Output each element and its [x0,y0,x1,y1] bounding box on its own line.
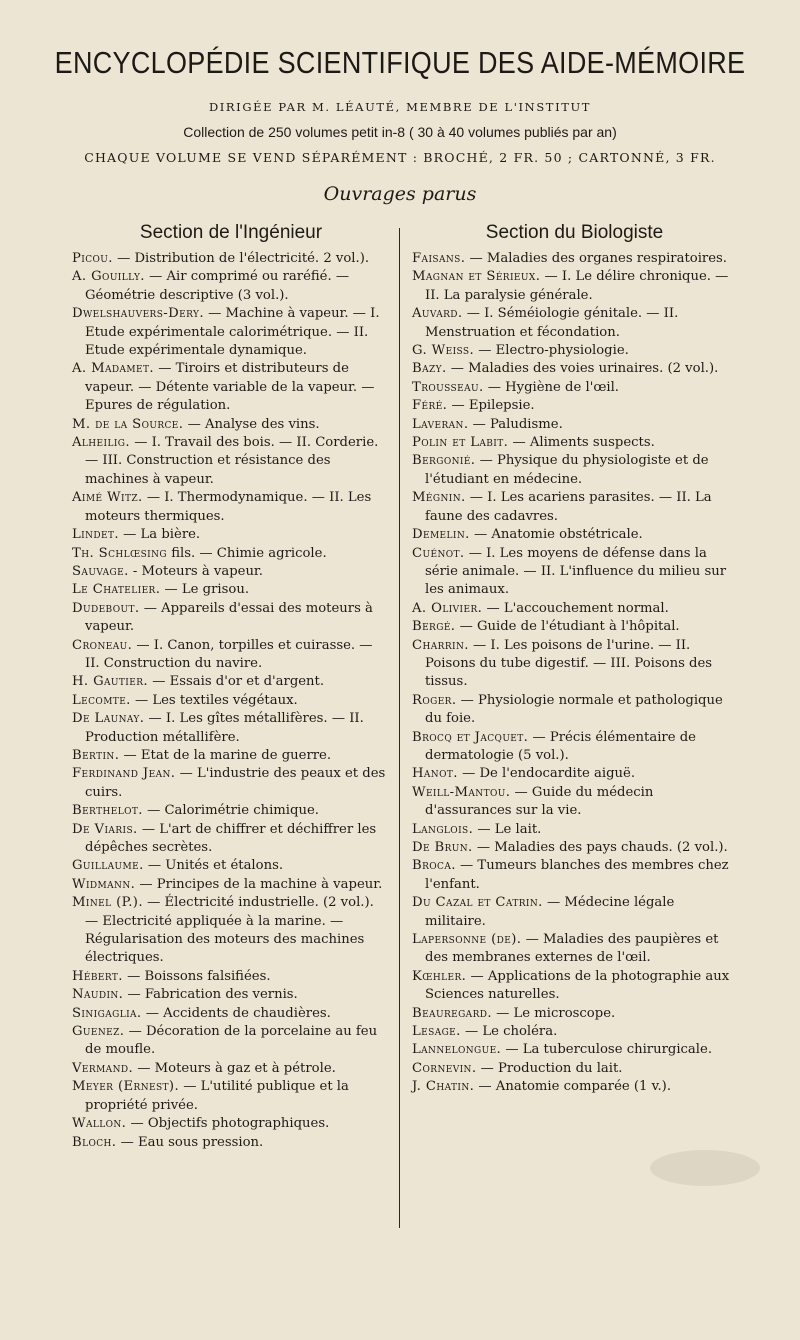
catalog-entry [412,268,737,305]
entry-title: — I. Le délire chronique. — II. La paralysie générale. [425,269,729,303]
entry-title: — Principes de la machine à vapeur. [139,876,383,892]
entry-title: — Physiologie normale et pathologique du foie. [425,692,723,727]
catalog-entry [72,876,390,894]
entry-author: De Viaris. [72,821,138,837]
entry-title: — Accidents de chaudières. [145,1005,331,1021]
paper-stain [650,1150,760,1186]
catalog-entry [72,600,390,637]
catalog-entry [412,600,737,618]
catalog-entry [72,1134,390,1152]
entry-title: — L'accouchement normal. [486,600,669,616]
entry-title: — L'art de chiffrer et déchiffrer les dépêches secrètes. [85,821,377,855]
entry-title: — Précis élémentaire de dermatologie (5 vol.). [425,729,696,763]
entry-author: Hébert. [72,968,123,984]
entry-author: Berthelot. [72,803,143,819]
price-line: CHAQUE VOLUME SE VEND SÉPARÉMENT : BROCHÉ, 2 FR. 50 ; CARTONNÉ, 3 FR. [84,150,716,165]
entry-author: De Brun. [412,840,473,855]
catalog-entry [72,581,390,599]
entry-title: — Électricité industrielle. (2 vol.). — Electricité appliquée à la marine. — Régularisation des moteurs des machines électriques. [85,895,374,966]
entry-title: — Hygiène de l'œil. [487,379,619,395]
entry-title: — Appareils d'essai des moteurs à vapeur. [85,600,373,635]
entry-title: — I. Les moyens de défense dans la série animale. — II. L'influence du milieu sur les animaux. [425,545,727,598]
editor-line: DIRIGÉE PAR M. LÉAUTÉ, MEMBRE DE L'INSTITUT [208,100,592,114]
catalog-entry [72,305,390,360]
catalog-entry [72,821,390,858]
entry-author: H. Gautier. [72,674,148,690]
catalog-entry [412,360,737,378]
entry-title: - Moteurs à vapeur. [132,563,263,579]
entry-author: Demelin. [412,527,470,543]
entry-title: — Electro-physiologie. [478,343,629,359]
entry-author: Guenez. [72,1024,125,1040]
section-biologiste [412,222,737,1097]
catalog-entry [412,1005,737,1023]
entry-title: — Maladies des paupières et des membranes externes de l'œil. [425,932,719,966]
entry-author: Minel (P.). [72,895,143,911]
entry-author: Roger. [412,692,457,708]
entry-title: — I. Les acariens parasites. — II. La faune des cadavres. [425,490,712,524]
catalog-entry [72,765,390,802]
entry-author: Alheilig. [72,435,130,451]
entry-author: Widmann. [72,876,136,892]
entry-title: — L'utilité publique et la propriété privée. [85,1079,349,1113]
entry-title: — I. Travail des bois. — II. Corderie. — III. Construction et résistance des machines à vapeur. [85,435,379,487]
catalog-entry [72,692,390,710]
collection-line: Collection de 250 volumes petit in-8 ( 30 à 40 volumes publiés par an) [183,124,617,140]
entry-author: Langlois. [412,821,474,837]
catalog-entry [412,857,737,894]
entry-title: — Tumeurs blanches des membres chez l'enfant. [425,858,729,892]
entry-author: Du Cazal et Catrin. [412,895,543,911]
entry-author: A. Gouilly. [72,269,145,285]
entry-title: — Le choléra. [464,1024,558,1040]
catalog-entry [412,342,737,360]
entry-author: Magnan et Sérieux. [412,269,541,285]
entry-author: Lannelongue. [412,1042,502,1058]
entry-author: Bertin. [72,747,120,763]
entry-author: Cornevin. [412,1060,477,1076]
entry-title: — Fabrication des vernis. [127,987,298,1003]
entry-author: Dudebout. [72,600,140,616]
catalog-entry [72,1060,390,1078]
entry-title: — Décoration de la porcelaine au feu de moufle. [85,1024,378,1058]
entry-author: Beauregard. [412,1005,492,1021]
catalog-entry [412,1060,737,1078]
section-heading: Section de l'Ingénieur [139,222,323,243]
catalog-entry [412,305,737,342]
catalog-entry [72,986,390,1004]
entry-author: A. Olivier. [412,600,483,616]
entry-list [412,250,737,1097]
catalog-entry [72,1005,390,1023]
entry-title: — Le grisou. [164,582,250,598]
entry-list [72,250,390,1152]
entry-title: — La bière. [123,527,201,543]
entry-title: — Boissons falsifiées. [127,968,271,984]
entry-title: — L'industrie des peaux et des cuirs. [85,766,386,800]
catalog-entry [72,968,390,986]
catalog-entry [412,729,737,766]
entry-title: — Etat de la marine de guerre. [123,747,332,763]
catalog-entry [412,489,737,526]
entry-title: — Maladies des pays chauds. (2 vol.). [476,840,728,855]
entry-author: Picou. [72,251,113,266]
catalog-entry [72,360,390,415]
entry-author: Laveran. [412,416,469,432]
entry-author: Weill-Mantou. [412,784,511,800]
entry-author: Cuénot. [412,545,465,561]
catalog-entry [72,747,390,765]
entry-author: Guillaume. [72,858,144,874]
entry-title: — Paludisme. [472,416,563,432]
entry-author: Sinigaglia. [72,1005,142,1021]
entry-author: De Launay. [72,711,145,727]
entry-author: Wallon. [72,1116,127,1132]
catalog-entry [412,821,737,839]
entry-author: Bloch. [72,1134,117,1150]
catalog-entry [72,416,390,434]
entry-author: Lapersonne (de). [412,932,522,948]
catalog-entry [412,765,737,783]
entry-author: Vermand. [72,1060,134,1076]
entry-title: — Maladies des organes respiratoires. [469,251,728,266]
entry-title: — Tiroirs et distributeurs de vapeur. — Détente variable de la vapeur. — Epures de régulation. [85,361,375,414]
catalog-entry [412,250,737,268]
catalog-entry [72,1023,390,1060]
entry-title: — Applications de la photographie aux Sciences naturelles. [425,968,730,1003]
entry-author: Croneau. [72,637,133,653]
catalog-entry [72,545,390,563]
catalog-entry [412,416,737,434]
entry-author: G. Weiss. [412,343,475,359]
entry-author: Bergonié. [412,453,476,469]
entry-author: Brocq et Jacquet. [412,729,529,745]
catalog-entry [412,1078,737,1096]
entry-author: J. Chatin. [412,1079,475,1095]
entry-title: — I. Canon, torpilles et cuirasse. — II. Construction du navire. [85,637,373,671]
entry-author: Bergé. [412,619,456,635]
entry-title: fils. — Chimie agricole. [171,545,327,561]
catalog-entry [412,434,737,452]
entry-title: — Essais d'or et d'argent. [152,674,325,690]
catalog-entry [412,839,737,857]
catalog-entry [72,857,390,875]
entry-author: Le Chatelier. [72,582,161,598]
entry-title: — Physique du physiologiste et de l'étudiant en médecine. [425,453,709,487]
catalog-entry [412,379,737,397]
catalog-entry [72,1115,390,1133]
catalog-entry [412,1023,737,1041]
entry-author: A. Madamet. [72,361,155,377]
entry-author: Lesage. [412,1024,461,1040]
entry-author: Charrin. [412,637,469,653]
entry-title: — Objectifs photographiques. [130,1116,330,1132]
entry-author: Sauvage. [72,563,129,579]
entry-title: — I. Séméiologie génitale. — II. Menstruation et fécondation. [425,306,679,340]
catalog-entry [72,268,390,305]
entry-author: Hanot. [412,766,458,782]
catalog-entry [412,692,737,729]
entry-title: — Guide de l'étudiant à l'hôpital. [459,619,680,635]
entry-title: — Aliments suspects. [512,435,655,451]
entry-author: Meyer (Ernest). [72,1079,180,1095]
entry-author: Naudin. [72,987,124,1003]
entry-title: — Analyse des vins. [187,416,320,432]
entry-author: Mégnin. [412,490,466,506]
column-divider [399,228,400,1228]
entry-title: — Anatomie comparée (1 v.). [478,1079,672,1095]
catalog-entry [412,452,737,489]
entry-title: — I. Thermodynamique. — II. Les moteurs thermiques. [85,490,372,524]
entry-title: — Eau sous pression. [120,1134,264,1150]
catalog-entry [412,894,737,931]
entry-author: Féré. [412,398,448,414]
entry-title: — Moteurs à gaz et à pétrole. [137,1060,336,1076]
entry-author: Aimé Witz. [72,490,143,506]
entry-author: Bazy. [412,361,447,377]
entry-title: — I. Les gîtes métallifères. — II. Production métallifère. [85,711,364,745]
catalog-entry [72,673,390,691]
entry-title: — La tuberculose chirurgicale. [505,1042,713,1058]
catalog-entry [412,1041,737,1059]
entry-author: Broca. [412,858,456,874]
catalog-entry [412,784,737,821]
ouvrages-parus-heading: Ouvrages parus [323,183,477,205]
catalog-entry [72,489,390,526]
catalog-entry [412,968,737,1005]
encyclopedia-title: ENCYCLOPÉDIE SCIENTIFIQUE DES AIDE-MÉMOIRE [54,46,746,80]
entry-title: — Anatomie obstétricale. [473,527,643,543]
catalog-entry [412,545,737,600]
entry-title: — Epilepsie. [451,398,535,414]
entry-title: — Le lait. [477,821,542,837]
catalog-entry [72,526,390,544]
entry-author: Trousseau. [412,379,484,395]
entry-author: Polin et Labit. [412,435,509,451]
catalog-entry [72,434,390,489]
entry-author: Faisans. [412,251,466,266]
section-ingenieur [72,222,390,1152]
entry-title: — Unités et étalons. [147,858,284,874]
entry-title: — Distribution de l'électricité. 2 vol.). [117,251,370,266]
entry-author: Kœhler. [412,968,467,984]
catalog-entry [412,931,737,968]
entry-title: — Air comprimé ou raréfié. — Géométrie descriptive (3 vol.). [85,269,350,303]
entry-title: — Production du lait. [480,1060,623,1076]
catalog-entry [72,250,390,268]
catalog-entry [72,894,390,968]
entry-title: — Médecine légale militaire. [425,895,675,929]
entry-title: — I. Les poisons de l'urine. — II. Poisons du tube digestif. — III. Poisons des tissus. [425,637,713,690]
entry-author: Lecomte. [72,692,131,708]
entry-title: — Machine à vapeur. — I. Etude expérimentale calorimétrique. — II. Etude expérimentale dynamique. [85,306,380,359]
entry-author: Auvard. [412,306,463,322]
catalog-entry [72,563,390,581]
entry-title: — Maladies des voies urinaires. (2 vol.). [450,361,719,377]
entry-title: — Calorimétrie chimique. [147,803,319,819]
catalog-entry [72,637,390,674]
entry-author: Th. Schlœsing [72,545,167,561]
catalog-entry [412,618,737,636]
entry-title: — Le microscope. [496,1005,616,1021]
entry-author: M. de la Source. [72,416,184,432]
catalog-entry [72,802,390,820]
catalog-entry [72,1078,390,1115]
catalog-entry [412,397,737,415]
catalog-entry [412,637,737,692]
entry-author: Ferdinand Jean. [72,766,176,782]
entry-author: Lindet. [72,527,119,543]
entry-title: — Guide du médecin d'assurances sur la vie. [425,784,654,819]
entry-title: — Les textiles végétaux. [134,692,298,708]
catalog-entry [412,526,737,544]
entry-title: — De l'endocardite aiguë. [462,766,636,782]
section-heading: Section du Biologiste [485,222,664,243]
catalog-entry [72,710,390,747]
entry-author: Dwelshauvers-Dery. [72,306,204,322]
